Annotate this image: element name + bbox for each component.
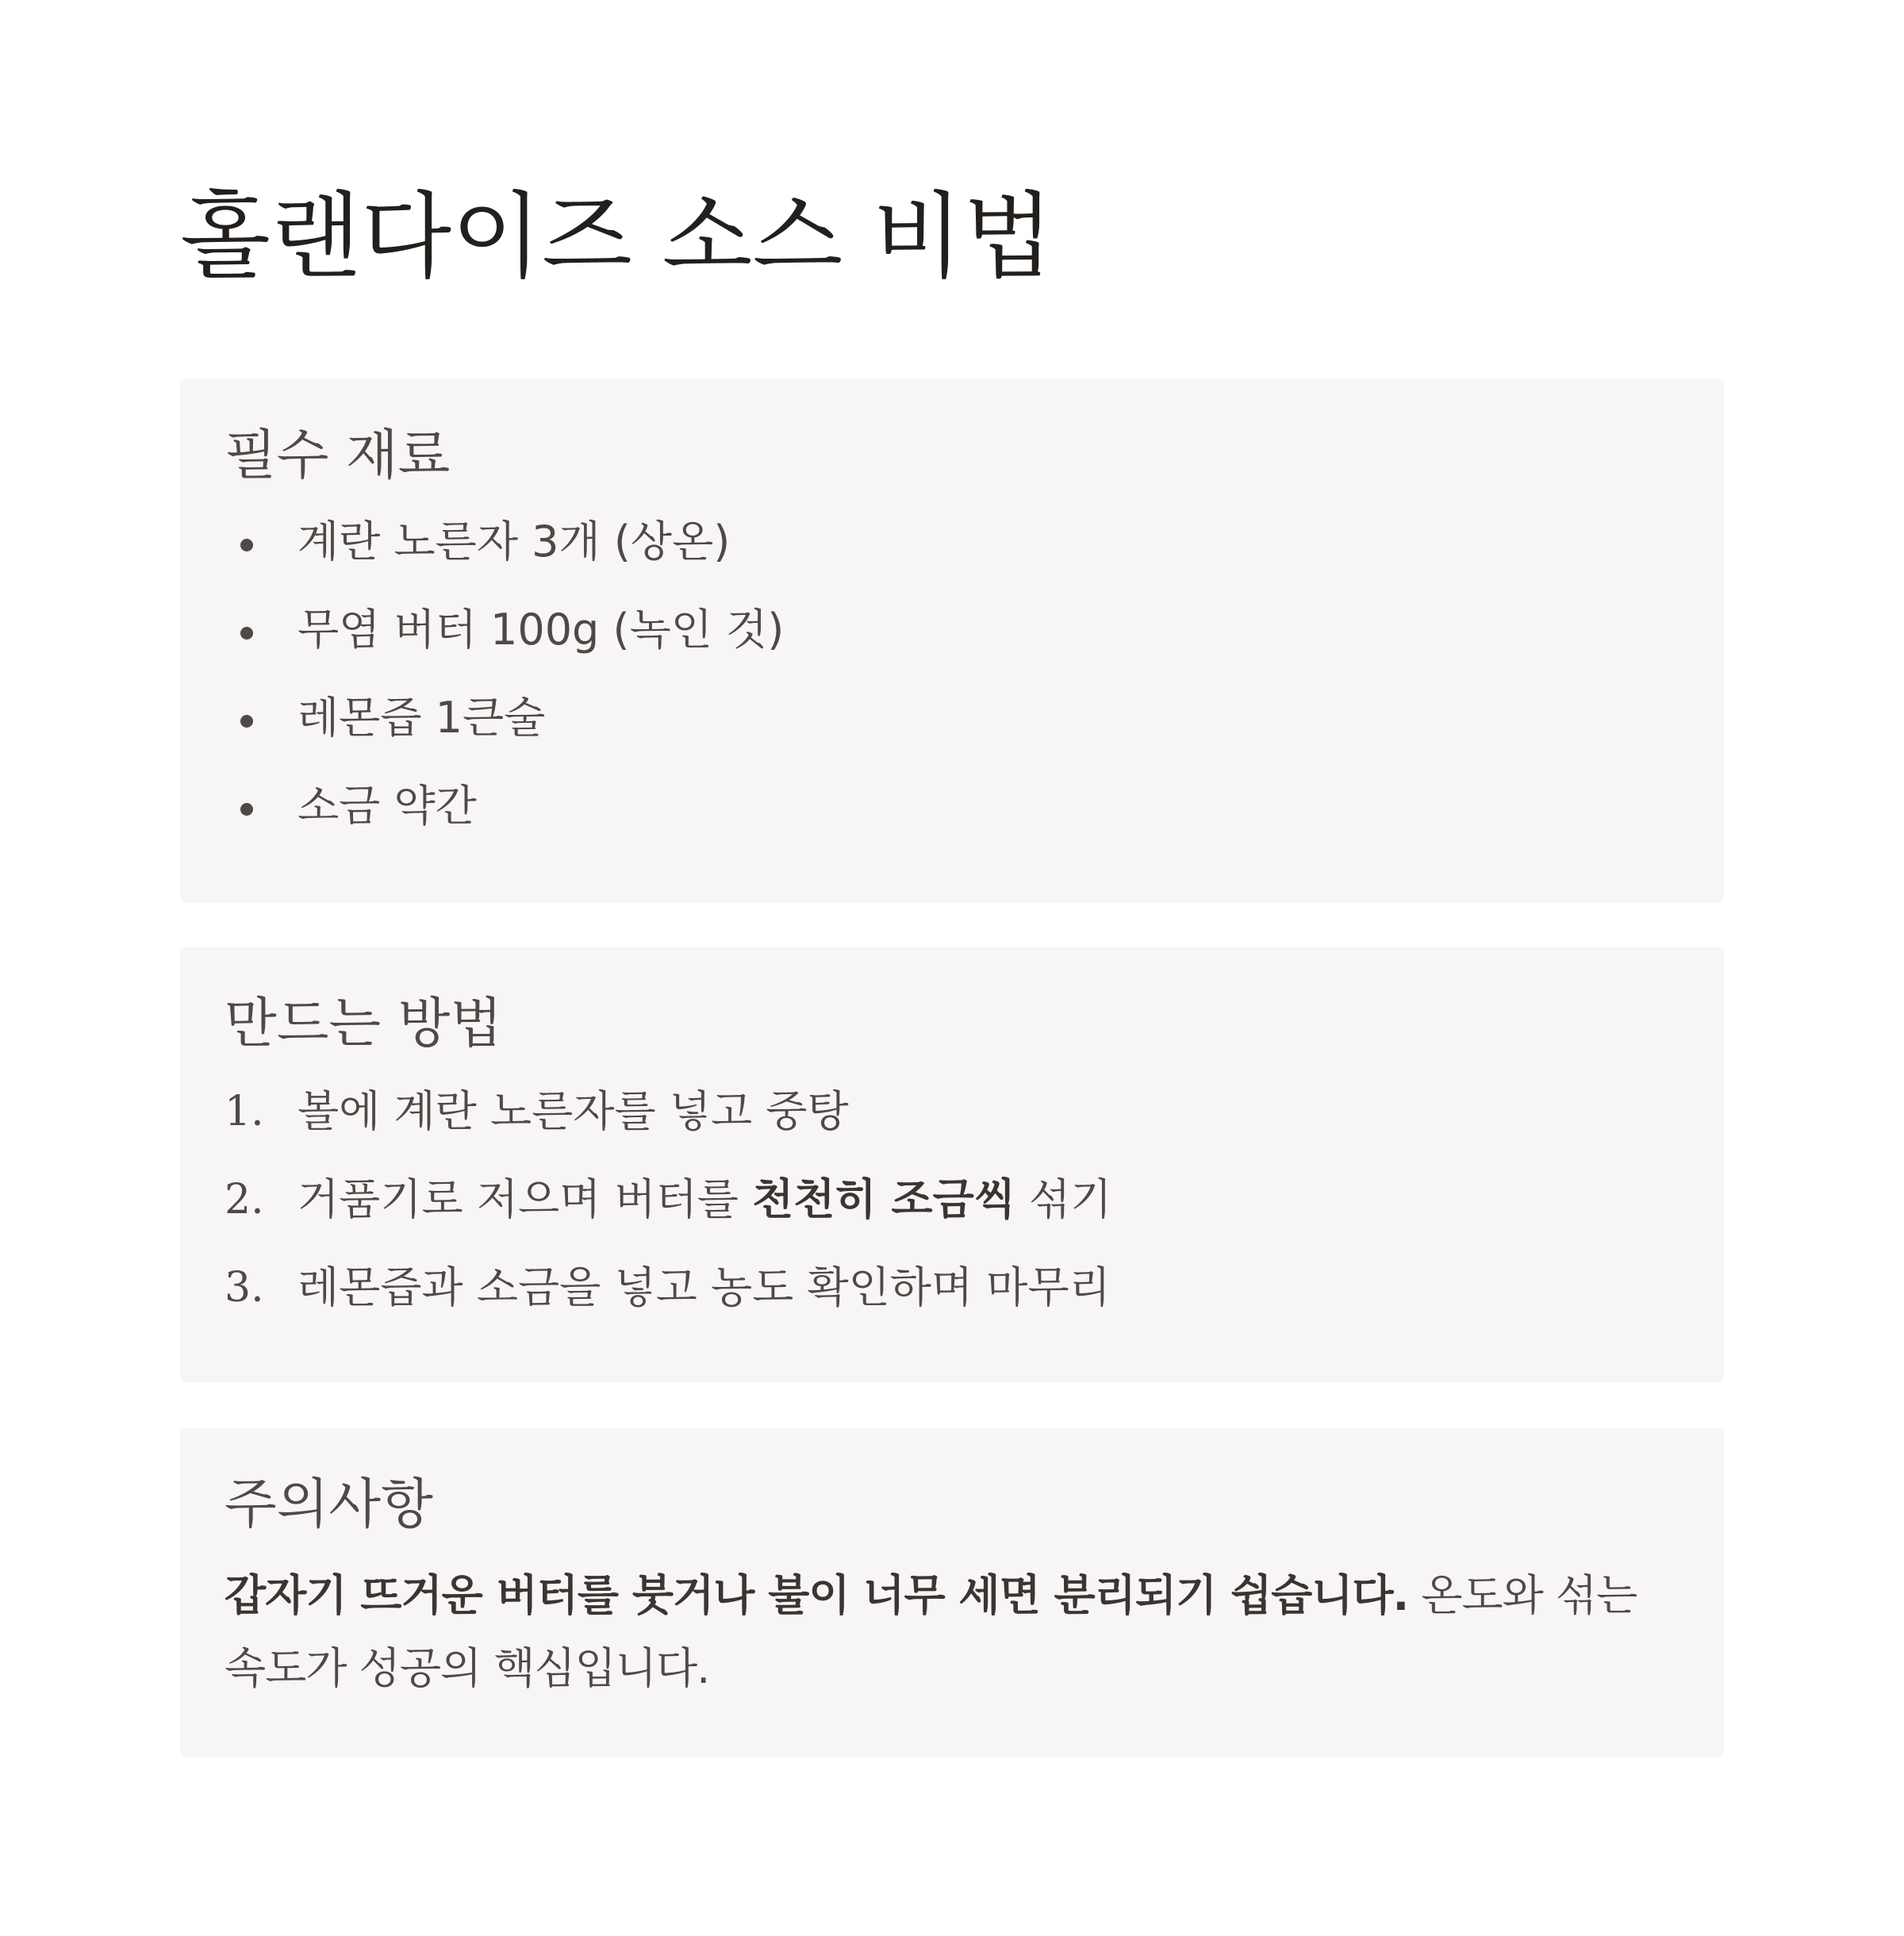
ingredient-text: 무염 버터 100g (녹인 것) [298, 605, 785, 655]
list-item [225, 1172, 1679, 1260]
notes-warning-bold: 갑자기 뜨거운 버터를 붓거나 불이 너무 세면 분리되기 쉽습니다. [225, 1570, 1409, 1620]
page-title: 홀랜다이즈 소스 비법 [180, 182, 1054, 291]
ingredients-list [225, 514, 1679, 866]
step-text-bold: 천천히 조금씩 [752, 1174, 1015, 1224]
notes-heading: 주의사항 [225, 1473, 433, 1536]
bullet-icon [240, 627, 253, 640]
list-item [225, 690, 1679, 778]
ingredients-card [180, 379, 1724, 903]
bullet-icon [240, 803, 253, 816]
list-item [225, 1084, 1679, 1172]
notes-card [180, 1428, 1724, 1757]
step-text [298, 1084, 849, 1139]
bullet-icon [240, 539, 253, 551]
step-text-plain: 레몬즙과 소금을 넣고 농도 확인하며 마무리 [298, 1262, 1111, 1312]
notes-text-plain: 온도와 섞는 속도가 성공의 핵심입니다. [225, 1570, 1637, 1693]
notes-paragraph [225, 1559, 1679, 1705]
list-item [225, 514, 1679, 602]
steps-card [180, 947, 1724, 1382]
ingredient-text: 계란 노른자 3개 (상온) [298, 517, 731, 567]
bullet-icon [240, 715, 253, 728]
list-item [225, 1260, 1679, 1348]
step-text [298, 1172, 1111, 1227]
step-text-plain: 섞기 [1015, 1174, 1112, 1224]
ingredient-text: 소금 약간 [298, 781, 477, 831]
list-item [225, 602, 1679, 690]
list-item [225, 778, 1679, 866]
step-text-plain: 거품기로 저으며 버터를 [298, 1174, 753, 1224]
steps-heading: 만드는 방법 [225, 993, 503, 1055]
step-number: 3. [225, 1264, 264, 1312]
step-text [298, 1260, 1111, 1316]
steps-list [225, 1084, 1679, 1348]
step-number: 2. [225, 1176, 264, 1223]
ingredients-heading: 필수 재료 [225, 424, 451, 487]
ingredient-text: 레몬즙 1큰술 [298, 693, 546, 743]
step-text-plain: 볼에 계란 노른자를 넣고 중탕 [298, 1086, 849, 1136]
step-number: 1. [225, 1088, 264, 1135]
